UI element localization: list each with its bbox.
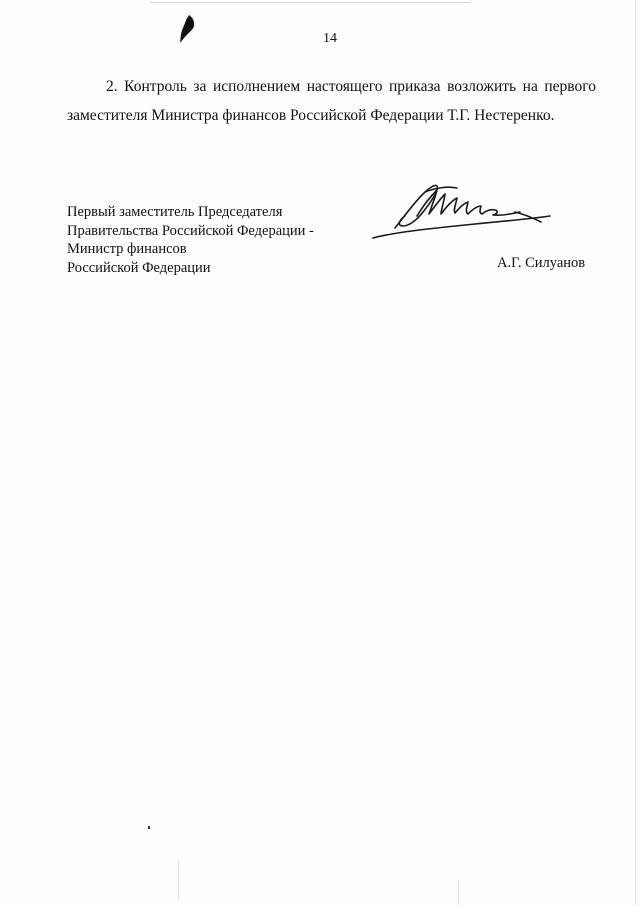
page-number: 14 [323,31,337,46]
signer-name: А.Г. Силуанов [497,255,586,271]
paragraph-line-1: 2. Контроль за исполнением настоящего приказа возложить на первого [106,78,596,95]
scan-edge-top [150,2,470,3]
signatory-position [67,203,314,277]
signatory-position-line: Правительства Российской Федерации - [67,222,314,239]
signatory-position-line: Министр финансов [67,241,187,257]
scan-artifact [458,880,459,905]
handwritten-signature [365,176,555,248]
scan-artifact [178,860,179,900]
scan-edge-right [635,0,636,905]
signatory-position-line: Российской Федерации [67,259,211,276]
scan-speck [148,826,150,829]
paragraph-line-2: заместителя Министра финансов Российской Федерации Т.Г. Нестеренко. [67,107,555,124]
signatory-position-line: Первый заместитель Председателя [67,204,283,220]
